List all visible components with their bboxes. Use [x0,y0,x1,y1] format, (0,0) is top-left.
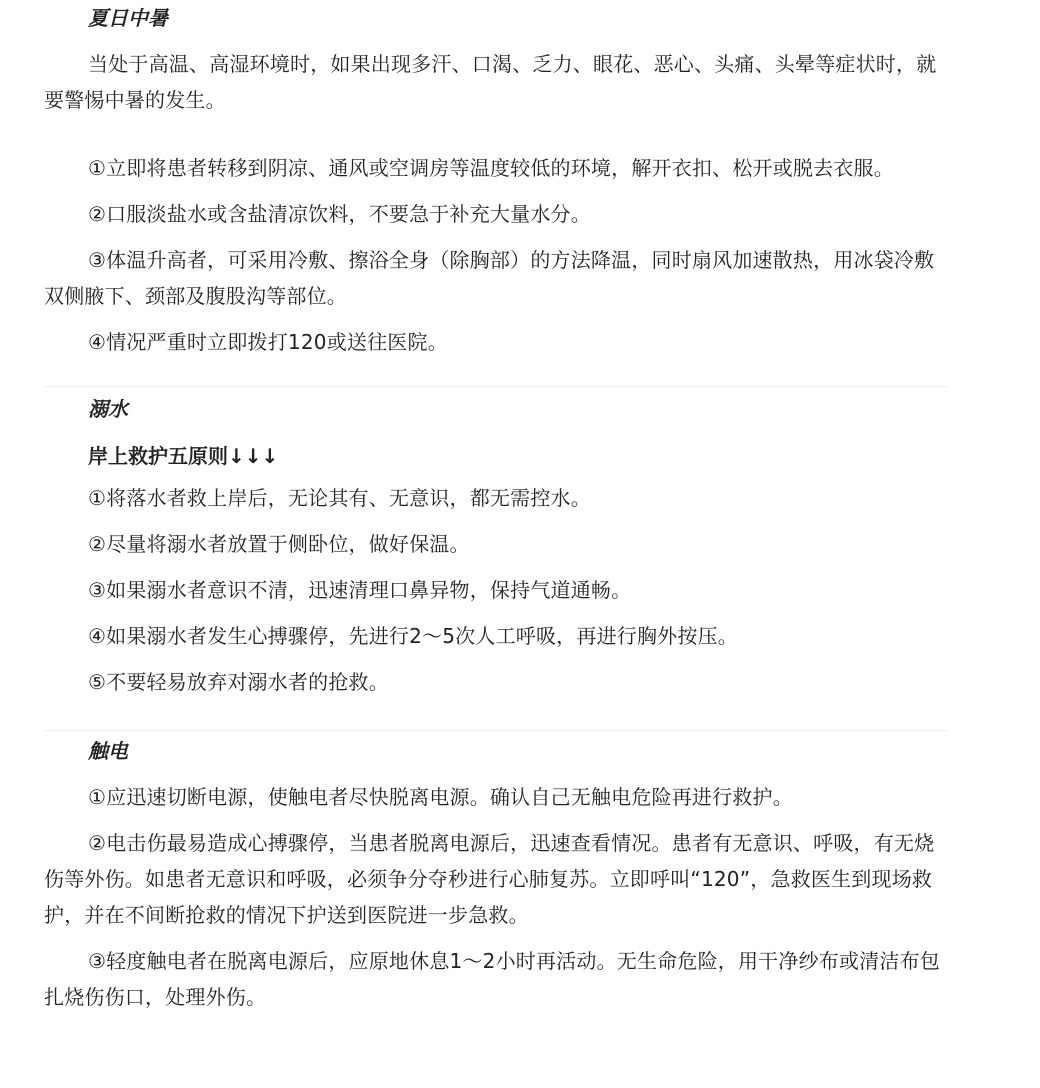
heatstroke-item-2: ②口服淡盐水或含盐清凉饮料，不要急于补充大量水分。 [88,202,591,226]
section-title-drowning: 溺水 [88,397,128,421]
electric-item-1: ①应迅速切断电源，使触电者尽快脱离电源。确认自己无触电危险再进行救护。 [88,785,793,809]
section-title-heatstroke: 夏日中暑 [88,6,168,30]
heatstroke-intro: 当处于高温、高湿环境时，如果出现多汗、口渴、乏力、眼花、恶心、头痛、头晕等症状时，就要警惕中暑的发生。 [44,52,937,112]
electric-item-2: ②电击伤最易造成心搏骤停，当患者脱离电源后，迅速查看情况。患者有无意识、呼吸，有无烧伤等外伤。如患者无意识和呼吸，必须争分夺秒进行心肺复苏。立即呼叫“120”，急救医生到现场救护，并在不间断抢救的情况下护送到医院进一步急救。 [44,831,935,927]
article [44,0,948,1015]
electric-item-3: ③轻度触电者在脱离电源后，应原地休息1～2小时再活动。无生命危险，用干净纱布或清洁布包扎烧伤伤口，处理外伤。 [44,949,940,1009]
drowning-item-2: ②尽量将溺水者放置于侧卧位，做好保温。 [88,532,470,556]
drowning-item-4: ④如果溺水者发生心搏骤停，先进行2～5次人工呼吸，再进行胸外按压。 [88,624,738,648]
section-divider [44,730,948,731]
heatstroke-item-4: ④情况严重时立即拨打120或送往医院。 [88,330,448,354]
drowning-item-5: ⑤不要轻易放弃对溺水者的抢救。 [88,670,389,694]
section-divider [44,386,948,387]
section-title-electric: 触电 [88,739,128,763]
heatstroke-item-1: ①立即将患者转移到阴凉、通风或空调房等温度较低的环境，解开衣扣、松开或脱去衣服。 [88,156,894,180]
drowning-item-3: ③如果溺水者意识不清，迅速清理口鼻异物，保持气道通畅。 [88,578,632,602]
drowning-item-1: ①将落水者救上岸后，无论其有、无意识，都无需控水。 [88,486,591,510]
drowning-subtitle: 岸上救护五原则↓↓↓ [88,444,279,468]
heatstroke-item-3: ③体温升高者，可采用冷敷、擦浴全身（除胸部）的方法降温，同时扇风加速散热，用冰袋冷敷双侧腋下、颈部及腹股沟等部位。 [44,248,935,308]
